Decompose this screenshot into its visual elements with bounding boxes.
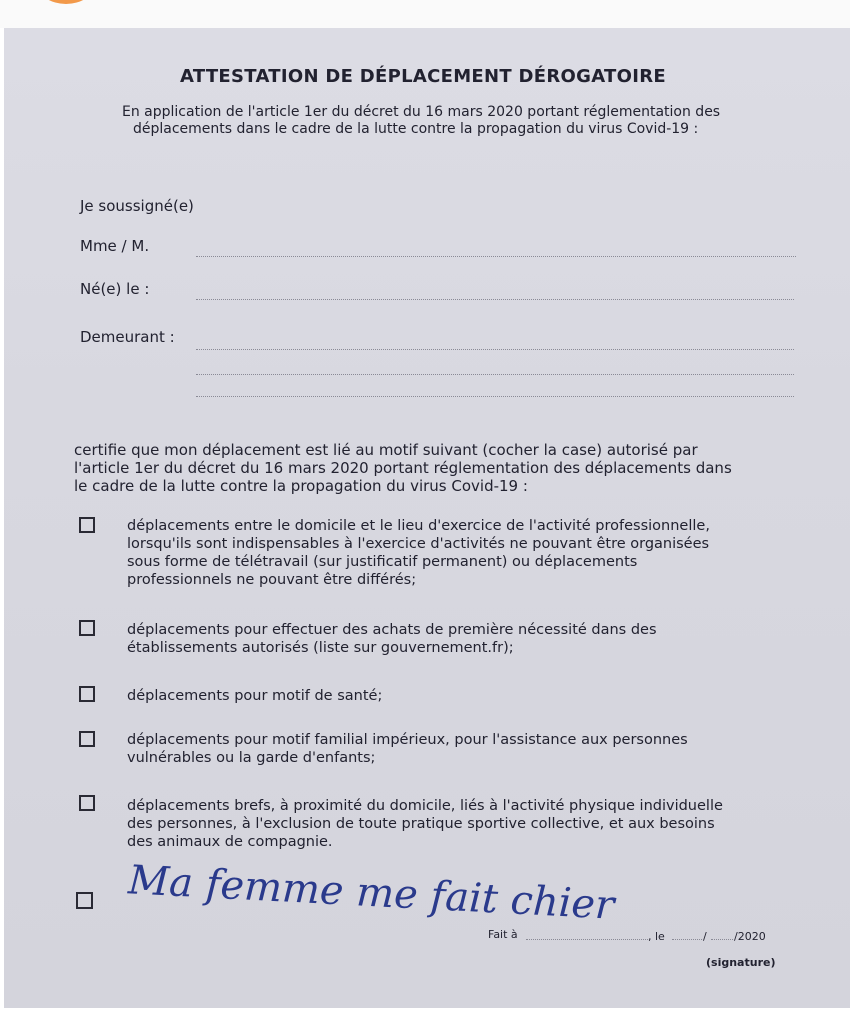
- date-slash: /: [703, 930, 707, 943]
- day-field[interactable]: [672, 939, 702, 940]
- option-shopping-line-1: déplacements pour effectuer des achats de première nécessité dans des: [127, 622, 657, 638]
- option-work-line-4: professionnels ne pouvant être différés;: [127, 572, 417, 588]
- top-bar: [0, 0, 850, 28]
- name-field[interactable]: [196, 256, 796, 257]
- option-exercise-line-1: déplacements brefs, à proximité du domicile, liés à l'activité physique individuelle: [127, 798, 723, 814]
- option-exercise-line-3: des animaux de compagnie.: [127, 834, 333, 850]
- born-label: Né(e) le :: [80, 280, 150, 298]
- option-work-line-3: sous forme de télétravail (sur justificatif permanent) ou déplacements: [127, 554, 638, 570]
- month-field[interactable]: [711, 939, 733, 940]
- subtitle-line-2: déplacements dans le cadre de la lutte contre la propagation du virus Covid-19 :: [133, 121, 699, 137]
- option-health-line-1: déplacements pour motif de santé;: [127, 688, 383, 704]
- option-exercise-line-2: des personnes, à l'exclusion de toute pratique sportive collective, et aux besoins: [127, 816, 715, 832]
- signature-label: (signature): [706, 956, 776, 969]
- certify-line-1: certifie que mon déplacement est lié au motif suivant (cocher la case) autorisé par: [74, 441, 698, 459]
- year-label: /2020: [734, 930, 766, 943]
- residing-field-1[interactable]: [196, 349, 794, 350]
- avatar-icon[interactable]: [38, 0, 94, 4]
- residing-label: Demeurant :: [80, 328, 175, 346]
- fait-a-label: Fait à: [488, 928, 518, 941]
- certify-line-3: le cadre de la lutte contre la propagation du virus Covid-19 :: [74, 477, 528, 495]
- certify-line-2: l'article 1er du décret du 16 mars 2020 portant réglementation des déplacements dans: [74, 459, 732, 477]
- checkbox-shopping[interactable]: [79, 620, 95, 636]
- option-work-line-1: déplacements entre le domicile et le lieu d'exercice de l'activité professionnelle,: [127, 518, 710, 534]
- residing-field-3[interactable]: [196, 396, 794, 397]
- undersigned-label: Je soussigné(e): [80, 197, 194, 215]
- checkbox-handwritten[interactable]: [76, 892, 93, 909]
- document-title: ATTESTATION DE DÉPLACEMENT DÉROGATOIRE: [180, 66, 666, 87]
- name-label: Mme / M.: [80, 237, 150, 255]
- born-field[interactable]: [196, 299, 794, 300]
- checkbox-exercise[interactable]: [79, 795, 95, 811]
- checkbox-health[interactable]: [79, 686, 95, 702]
- option-work-line-2: lorsqu'ils sont indispensables à l'exercice d'activités ne pouvant être organisées: [127, 536, 710, 552]
- residing-field-2[interactable]: [196, 374, 794, 375]
- subtitle-line-1: En application de l'article 1er du décret du 16 mars 2020 portant réglementation des: [122, 104, 721, 120]
- checkbox-work[interactable]: [79, 517, 95, 533]
- le-label: , le: [648, 930, 665, 943]
- option-shopping-line-2: établissements autorisés (liste sur gouvernement.fr);: [127, 640, 514, 656]
- handwritten-note: Ma femme me fait chier: [127, 857, 616, 929]
- option-family-line-2: vulnérables ou la garde d'enfants;: [127, 750, 376, 766]
- place-field[interactable]: [526, 939, 648, 940]
- checkbox-family[interactable]: [79, 731, 95, 747]
- option-family-line-1: déplacements pour motif familial impérieux, pour l'assistance aux personnes: [127, 732, 688, 748]
